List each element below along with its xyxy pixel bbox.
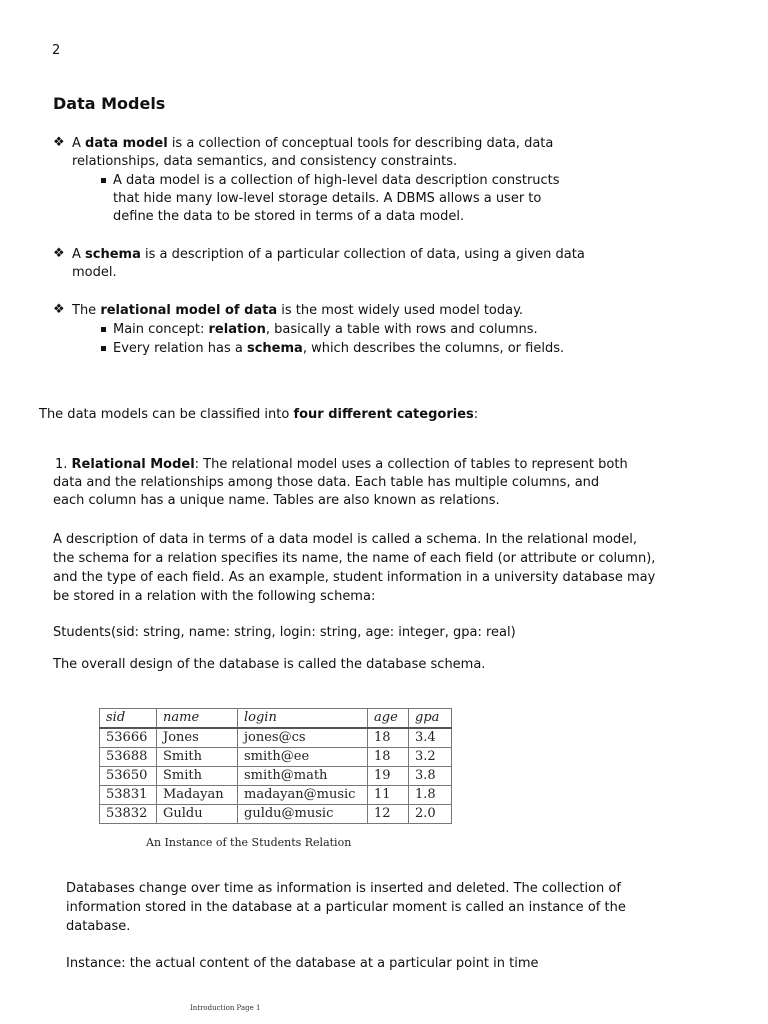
table-cell: 1.8 xyxy=(409,786,452,805)
schema-paragraph-line-3: and the type of each field. As an example, student information in a university database may xyxy=(53,570,656,585)
instance-paragraph-line-2: information stored in the database at a particular moment is called an instance of the xyxy=(66,900,626,915)
column-header-sid: sid xyxy=(100,709,157,729)
table-cell: 2.0 xyxy=(409,805,452,824)
bullet-3-sub-1: Main concept: relation, basically a table with rows and columns. xyxy=(113,322,538,337)
instance-paragraph-line-1: Databases change over time as information is inserted and deleted. The collection of xyxy=(66,881,621,896)
table-cell: 53666 xyxy=(100,728,157,748)
bullet-2-line-1: A schema is a description of a particular collection of data, using a given data xyxy=(72,247,585,262)
bullet-1-sub-line-1: A data model is a collection of high-level data description constructs xyxy=(113,173,560,188)
table-cell: smith@math xyxy=(238,767,368,786)
relational-model-line-1: 1. Relational Model: The relational model uses a collection of tables to represent both xyxy=(55,457,628,472)
bullet-1-line-2: relationships, data semantics, and consistency constraints. xyxy=(72,154,458,169)
page-number: 2 xyxy=(52,43,61,58)
table-cell: 3.4 xyxy=(409,728,452,748)
bullet-3-sub-2: Every relation has a schema, which describes the columns, or fields. xyxy=(113,341,565,356)
table-caption: An Instance of the Students Relation xyxy=(146,836,352,849)
bullet-1-sub-line-2: that hide many low-level storage details. A DBMS allows a user to xyxy=(113,191,542,206)
table-cell: Jones xyxy=(157,728,238,748)
table-cell: 53688 xyxy=(100,748,157,767)
table-cell: 53832 xyxy=(100,805,157,824)
table-row xyxy=(100,748,452,767)
table-cell: Smith xyxy=(157,748,238,767)
schema-paragraph-line-1: A description of data in terms of a data model is called a schema. In the relational model, xyxy=(53,532,637,547)
table-cell: smith@ee xyxy=(238,748,368,767)
relational-model-line-2: data and the relationships among those data. Each table has multiple columns, and xyxy=(53,475,600,490)
relational-model-line-3: each column has a unique name. Tables are also known as relations. xyxy=(53,493,500,508)
students-table xyxy=(99,708,452,824)
schema-paragraph-line-2: the schema for a relation specifies its name, the name of each field (or attribute or column), xyxy=(53,551,656,566)
page-title: Data Models xyxy=(53,94,166,113)
overall-design-text: The overall design of the database is called the database schema. xyxy=(53,657,486,672)
bullet-3-line-1: The relational model of data is the most widely used model today. xyxy=(72,303,524,318)
table-cell: Guldu xyxy=(157,805,238,824)
bullet-1-sub-line-3: define the data to be stored in terms of a data model. xyxy=(113,209,465,224)
table-cell: 18 xyxy=(368,728,409,748)
table-cell: madayan@music xyxy=(238,786,368,805)
table-row xyxy=(100,728,452,748)
table-cell: Smith xyxy=(157,767,238,786)
diamond-bullet-icon: ❖ xyxy=(53,135,65,150)
page-footer: Introduction Page 1 xyxy=(190,1004,261,1012)
column-header-login: login xyxy=(238,709,368,729)
square-bullet-icon xyxy=(101,178,106,183)
table-cell: 3.8 xyxy=(409,767,452,786)
instance-definition: Instance: the actual content of the database at a particular point in time xyxy=(66,956,539,971)
column-header-gpa: gpa xyxy=(409,709,452,729)
table-header-row xyxy=(100,709,452,729)
table-cell: 18 xyxy=(368,748,409,767)
bullet-2-line-2: model. xyxy=(72,265,117,280)
square-bullet-icon xyxy=(101,346,106,351)
table-cell: jones@cs xyxy=(238,728,368,748)
table-row xyxy=(100,786,452,805)
instance-paragraph-line-3: database. xyxy=(66,919,131,934)
categories-intro: The data models can be classified into four different categories: xyxy=(39,407,479,422)
column-header-age: age xyxy=(368,709,409,729)
table-cell: Madayan xyxy=(157,786,238,805)
square-bullet-icon xyxy=(101,327,106,332)
table-row xyxy=(100,805,452,824)
schema-example: Students(sid: string, name: string, login: string, age: integer, gpa: real) xyxy=(53,625,516,640)
table-row xyxy=(100,767,452,786)
table-cell: 53831 xyxy=(100,786,157,805)
column-header-name: name xyxy=(157,709,238,729)
table-cell: guldu@music xyxy=(238,805,368,824)
schema-paragraph-line-4: be stored in a relation with the following schema: xyxy=(53,589,376,604)
table-cell: 12 xyxy=(368,805,409,824)
table-cell: 11 xyxy=(368,786,409,805)
table-cell: 53650 xyxy=(100,767,157,786)
table-cell: 3.2 xyxy=(409,748,452,767)
diamond-bullet-icon: ❖ xyxy=(53,302,65,317)
diamond-bullet-icon: ❖ xyxy=(53,246,65,261)
bullet-1-line-1: A data model is a collection of conceptual tools for describing data, data xyxy=(72,136,554,151)
table-cell: 19 xyxy=(368,767,409,786)
